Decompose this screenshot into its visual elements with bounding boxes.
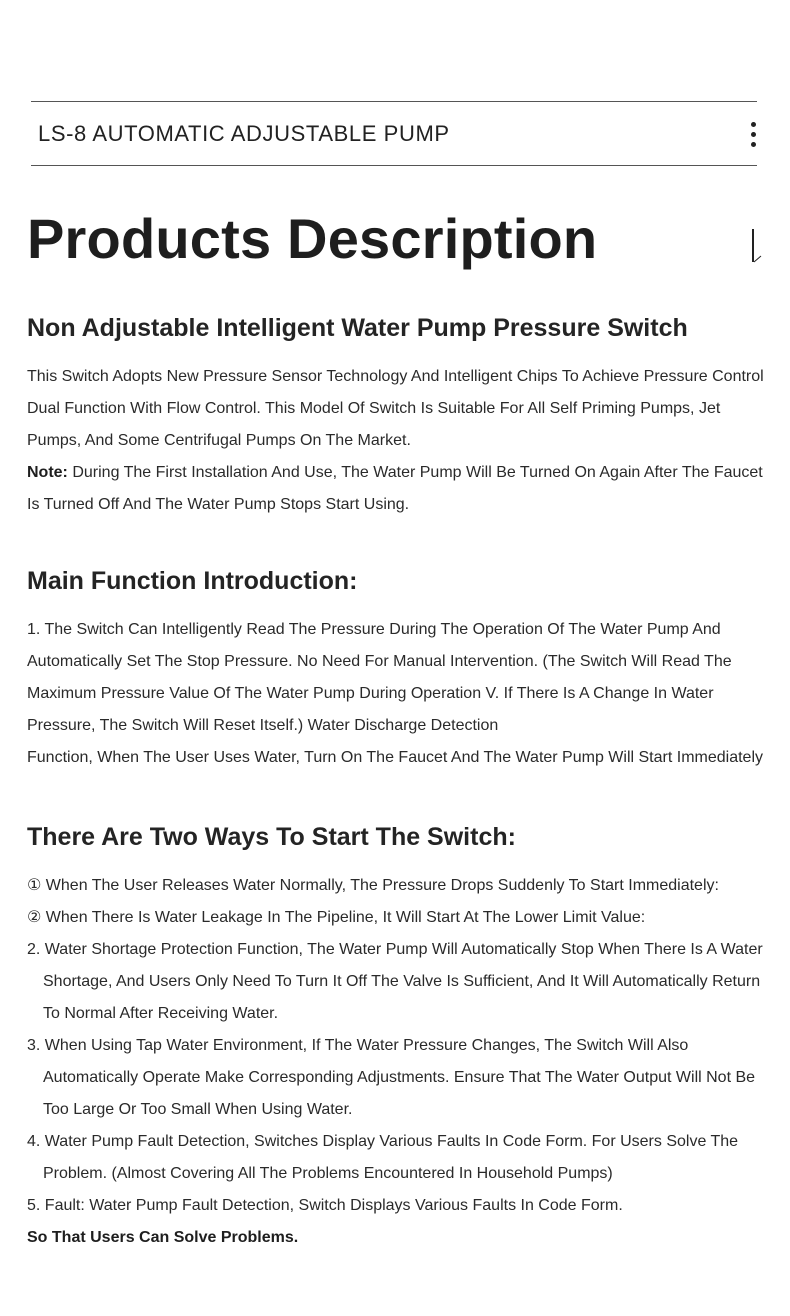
- note-line: [27, 457, 763, 489]
- list-item-continuation: Shortage, And Users Only Need To Turn It Off The Valve Is Sufficient, And It Will Automatically Return: [43, 973, 761, 990]
- paragraph-line: 1. The Switch Can Intelligently Read The Pressure During The Operation Of The Water Pump And: [27, 621, 721, 638]
- list-item-continuation: To Normal After Receiving Water.: [43, 1005, 279, 1022]
- note-label: Note:: [27, 464, 68, 481]
- page-title: Products Description: [27, 207, 598, 270]
- list-item: ① When The User Releases Water Normally, The Pressure Drops Suddenly To Start Immediately:: [27, 877, 719, 894]
- paragraph-line: Maximum Pressure Value Of The Water Pump During Operation V. If There Is A Change In Water: [27, 685, 714, 702]
- paragraph-line: Pressure, The Switch Will Reset Itself.) Water Discharge Detection: [27, 717, 499, 734]
- list-item: ② When There Is Water Leakage In The Pipeline, It Will Start At The Lower Limit Value:: [27, 909, 646, 926]
- list-item: 2. Water Shortage Protection Function, The Water Pump Will Automatically Stop When There Is A Water: [27, 941, 763, 958]
- paragraph-line: Function, When The User Uses Water, Turn On The Faucet And The Water Pump Will Start Immediately: [27, 749, 763, 766]
- list-item: 5. Fault: Water Pump Fault Detection, Switch Displays Various Faults In Code Form.: [27, 1197, 623, 1214]
- section-heading-main-function: Main Function Introduction:: [27, 567, 358, 595]
- paragraph-line: Is Turned Off And The Water Pump Stops Start Using.: [27, 496, 410, 513]
- paragraph-line: This Switch Adopts New Pressure Sensor Technology And Intelligent Chips To Achieve Pressure Control: [27, 368, 764, 385]
- kebab-menu-icon[interactable]: [751, 122, 757, 148]
- text-cursor-icon: [752, 229, 764, 265]
- list-item-continuation: Problem. (Almost Covering All The Problems Encountered In Household Pumps): [43, 1165, 613, 1182]
- section-heading-switch: Non Adjustable Intelligent Water Pump Pressure Switch: [27, 314, 688, 342]
- product-header-bar: [31, 101, 757, 166]
- list-item-continuation: Automatically Operate Make Corresponding Adjustments. Ensure That The Water Output Will Not Be: [43, 1069, 756, 1086]
- list-item: 3. When Using Tap Water Environment, If The Water Pressure Changes, The Switch Will Also: [27, 1037, 689, 1054]
- product-name: LS-8 AUTOMATIC ADJUSTABLE PUMP: [38, 121, 450, 146]
- paragraph-line: Dual Function With Flow Control. This Model Of Switch Is Suitable For All Self Priming Pumps, Jet: [27, 400, 721, 417]
- closing-statement: So That Users Can Solve Problems.: [27, 1229, 299, 1246]
- list-item-continuation: Too Large Or Too Small When Using Water.: [43, 1101, 353, 1118]
- note-text: During The First Installation And Use, The Water Pump Will Be Turned On Again After The Faucet: [67, 464, 763, 481]
- paragraph-line: Pumps, And Some Centrifugal Pumps On The Market.: [27, 432, 411, 449]
- list-item: 4. Water Pump Fault Detection, Switches Display Various Faults In Code Form. For Users Solve The: [27, 1133, 739, 1150]
- paragraph-line: Automatically Set The Stop Pressure. No Need For Manual Intervention. (The Switch Will Read The: [27, 653, 732, 670]
- section-heading-start-ways: There Are Two Ways To Start The Switch:: [27, 823, 516, 851]
